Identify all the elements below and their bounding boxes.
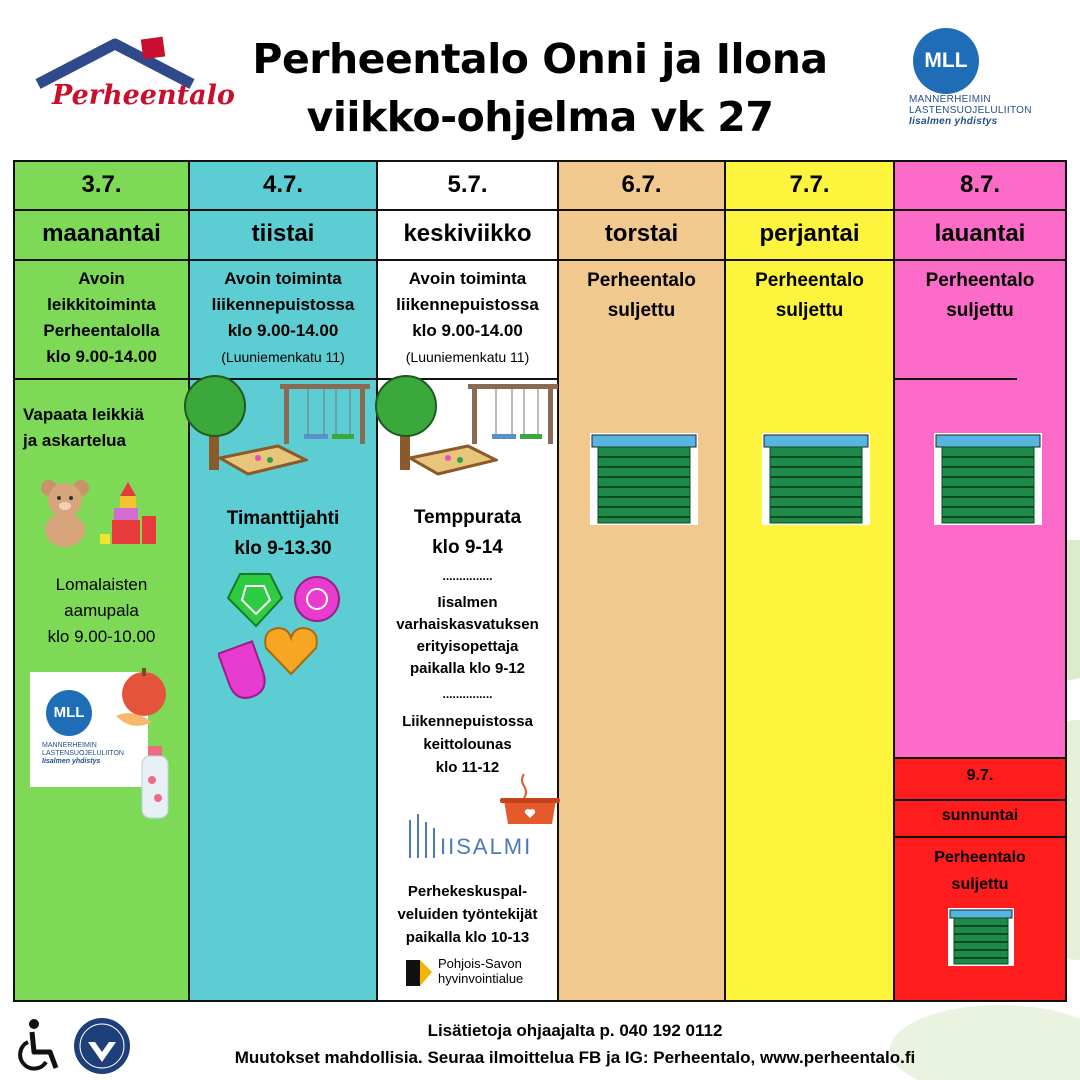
pohjois-savon-logo: Pohjois-Savon hyvinvointialue (404, 954, 554, 990)
wednesday-lunch: Liikennepuistossa keittolounas klo 11-12 (402, 713, 533, 776)
gem-icon (226, 572, 284, 628)
separator: ............... (442, 687, 493, 701)
iisalmi-logo: IISALMI (404, 812, 534, 862)
gem-icon (262, 624, 320, 676)
mll-abbr: MLL (913, 28, 979, 94)
day-thursday: torstai (604, 220, 679, 247)
monday-breakfast: Lomalaisten aamupala klo 9.00-10.00 (47, 575, 156, 646)
toy-blocks-icon (98, 480, 162, 546)
monday-mll-card: MLL MANNERHEIMIN LASTENSUOJELULIITON Iisalmen yhdistys (30, 672, 148, 787)
city-icon (404, 812, 440, 860)
date-monday: 3.7. (81, 171, 122, 198)
shutter-icon (762, 433, 870, 525)
wednesday-teacher: Iisalmen varhaiskasvatuksen erityisopettaja paikalla klo 9-12 (396, 594, 539, 677)
saturday-closed: Perheentalo suljettu (925, 270, 1035, 321)
wednesday-activity: Temppurata klo 9-14 (413, 507, 522, 558)
thursday-closed: Perheentalo suljettu (587, 270, 696, 321)
date-saturday: 8.7. (959, 171, 1001, 198)
monday-activity: Vapaata leikkiä ja askartelua (23, 405, 144, 450)
divider (13, 378, 558, 380)
mll-abbr: MLL (46, 690, 92, 736)
page-title: Perheentalo Onni ja Ilona viikko-ohjelma vk 27 (252, 35, 828, 141)
wheelchair-icon (16, 1018, 62, 1072)
bottle-icon (138, 746, 172, 820)
day-friday: perjantai (759, 220, 860, 247)
tuesday-open-activity: Avoin toiminta liikennepuistossa klo 9.00-14.00 (Luuniemenkatu 11) (188, 266, 378, 370)
gem-icon (292, 574, 342, 624)
date-friday: 7.7. (789, 171, 830, 198)
monday-open-play: Avoin leikkitoiminta Perheentalolla klo 9.00-14.00 (43, 269, 160, 366)
pohjois-savon-icon (404, 958, 434, 988)
swing-icon (280, 384, 370, 444)
sandbox-icon (218, 444, 308, 476)
sandbox-icon (408, 444, 498, 476)
gem-icon (218, 640, 268, 702)
friday-closed: Perheentalo suljettu (755, 270, 864, 321)
date-wednesday: 5.7. (447, 171, 488, 198)
mll-logo: MLL MANNERHEIMIN LASTENSUOJELULIITON Iisalmen yhdistys (905, 28, 1055, 138)
day-wednesday: keskiviikko (403, 220, 532, 247)
shutter-icon (948, 908, 1014, 966)
footer-notice: Muutokset mahdollisia. Seuraa ilmoittelua FB ja IG: Perheentalo, www.perheentalo.fi (234, 1048, 916, 1067)
day-sunday: sunnuntai (941, 807, 1019, 824)
date-sunday: 9.7. (966, 767, 994, 784)
day-monday: maanantai (42, 220, 161, 247)
address: (Luuniemenkatu 11) (405, 349, 530, 365)
address: (Luuniemenkatu 11) (221, 349, 345, 365)
shutter-icon (934, 433, 1042, 525)
wednesday-family-services: Perhekeskuspal- veluiden työntekijät paikalla klo 10-13 (397, 883, 538, 946)
divider (893, 799, 1067, 801)
teddy-bear-icon (35, 478, 95, 548)
separator: ............... (442, 569, 493, 583)
divider (893, 836, 1067, 838)
apple-icon (112, 668, 172, 734)
day-saturday: lauantai (934, 220, 1026, 247)
day-tuesday: tiistai (251, 220, 315, 247)
swing-icon (468, 384, 558, 444)
sunday-closed: Perheentalo suljettu (934, 849, 1026, 893)
date-tuesday: 4.7. (262, 171, 304, 198)
logo-text: Perheentalo (52, 80, 235, 111)
footer-contact: Lisätietoja ohjaajalta p. 040 192 0112 (427, 1021, 723, 1040)
date-thursday: 6.7. (621, 171, 662, 198)
divider (893, 378, 1017, 380)
perheentalo-logo (30, 32, 235, 122)
wednesday-open-activity: Avoin toiminta liikennepuistossa klo 9.00-14.00 (Luuniemenkatu 11) (376, 266, 559, 370)
shutter-icon (590, 433, 698, 525)
tuesday-activity: Timanttijahti klo 9-13.30 (226, 508, 340, 559)
